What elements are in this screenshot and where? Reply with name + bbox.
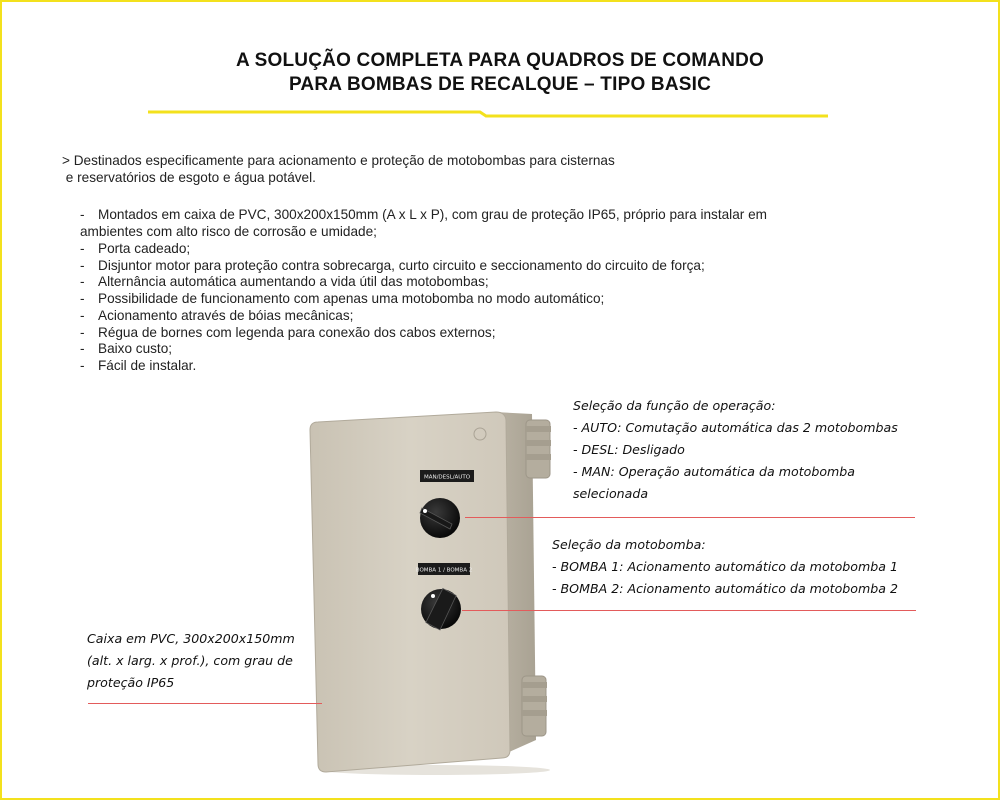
callout-box-line-marker bbox=[88, 703, 322, 704]
title-line-1: A SOLUÇÃO COMPLETA PARA QUADROS DE COMANDO bbox=[235, 50, 765, 71]
callout-operation-line: - DESL: Desligado bbox=[573, 442, 685, 457]
feature-item-2 bbox=[80, 241, 190, 256]
callout-box-line: Caixa em PVC, 300x200x150mm bbox=[87, 631, 295, 646]
feature-dash: - bbox=[80, 241, 85, 256]
feature-text: Alternância automática aumentando a vida útil das motobombas; bbox=[98, 274, 489, 289]
feature-text: ambientes com alto risco de corrosão e umidade; bbox=[80, 224, 377, 239]
feature-item-3 bbox=[80, 258, 705, 273]
feature-item-7 bbox=[80, 325, 496, 340]
feature-dash: - bbox=[80, 291, 85, 306]
callout-operation-heading: Seleção da função de operação: bbox=[573, 398, 776, 413]
feature-text: Baixo custo; bbox=[98, 341, 173, 356]
feature-text: Disjuntor motor para proteção contra sobrecarga, curto circuito e seccionamento do circuito de força; bbox=[98, 258, 705, 273]
feature-item-6 bbox=[80, 308, 353, 323]
callout-operation bbox=[573, 395, 898, 505]
control-box-image bbox=[300, 400, 560, 775]
feature-dash: - bbox=[80, 274, 85, 289]
feature-text: Possibilidade de funcionamento com apenas uma motobomba no modo automático; bbox=[98, 291, 605, 306]
feature-item-1 bbox=[80, 207, 767, 222]
feature-text: Porta cadeado; bbox=[98, 241, 191, 256]
callout-box bbox=[87, 628, 295, 694]
callout-pump-heading: Seleção da motobomba: bbox=[552, 537, 706, 552]
intro-line-2: e reservatórios de esgoto e água potável. bbox=[62, 170, 316, 185]
feature-dash: - bbox=[80, 258, 85, 273]
feature-text: Régua de bornes com legenda para conexão dos cabos externos; bbox=[98, 325, 496, 340]
feature-dash: - bbox=[80, 207, 85, 222]
callout-operation-line-marker bbox=[465, 517, 915, 518]
feature-dash: - bbox=[80, 341, 85, 356]
feature-item-8 bbox=[80, 341, 172, 356]
callout-pump-line: - BOMBA 2: Acionamento automático da motobomba 2 bbox=[552, 581, 898, 596]
callout-pump-line: - BOMBA 1: Acionamento automático da motobomba 1 bbox=[552, 559, 898, 574]
feature-item-5 bbox=[80, 291, 604, 306]
intro-line-1: > Destinados especificamente para acionamento e proteção de motobombas para cisternas bbox=[62, 153, 615, 168]
callout-operation-line: selecionada bbox=[573, 486, 649, 501]
feature-text: Acionamento através de bóias mecânicas; bbox=[98, 308, 354, 323]
feature-dash: - bbox=[80, 358, 85, 373]
callout-pump bbox=[552, 534, 898, 600]
callout-box-line: (alt. x larg. x prof.), com grau de bbox=[87, 653, 293, 668]
feature-text: Montados em caixa de PVC, 300x200x150mm (A x L x P), com grau de proteção IP65, próprio para instalar em bbox=[98, 207, 767, 222]
feature-item-1-cont bbox=[80, 224, 377, 239]
title-underline bbox=[148, 108, 828, 120]
callout-box-line: proteção IP65 bbox=[87, 675, 175, 690]
feature-item-9 bbox=[80, 358, 196, 373]
callout-operation-line: - MAN: Operação automática da motobomba bbox=[573, 464, 856, 479]
feature-text: Fácil de instalar. bbox=[98, 358, 197, 373]
callout-pump-line-marker bbox=[462, 610, 916, 611]
feature-dash: - bbox=[80, 308, 85, 323]
title-line-2: PARA BOMBAS DE RECALQUE – TIPO BASIC bbox=[288, 74, 712, 95]
selector-label-bottom: BOMBA 1 / BOMBA 2 bbox=[415, 567, 473, 574]
feature-dash: - bbox=[80, 325, 85, 340]
feature-item-4 bbox=[80, 274, 489, 289]
callout-operation-line: - AUTO: Comutação automática das 2 motobombas bbox=[573, 420, 898, 435]
selector-label-top: MAN/DESL/AUTO bbox=[423, 474, 471, 481]
